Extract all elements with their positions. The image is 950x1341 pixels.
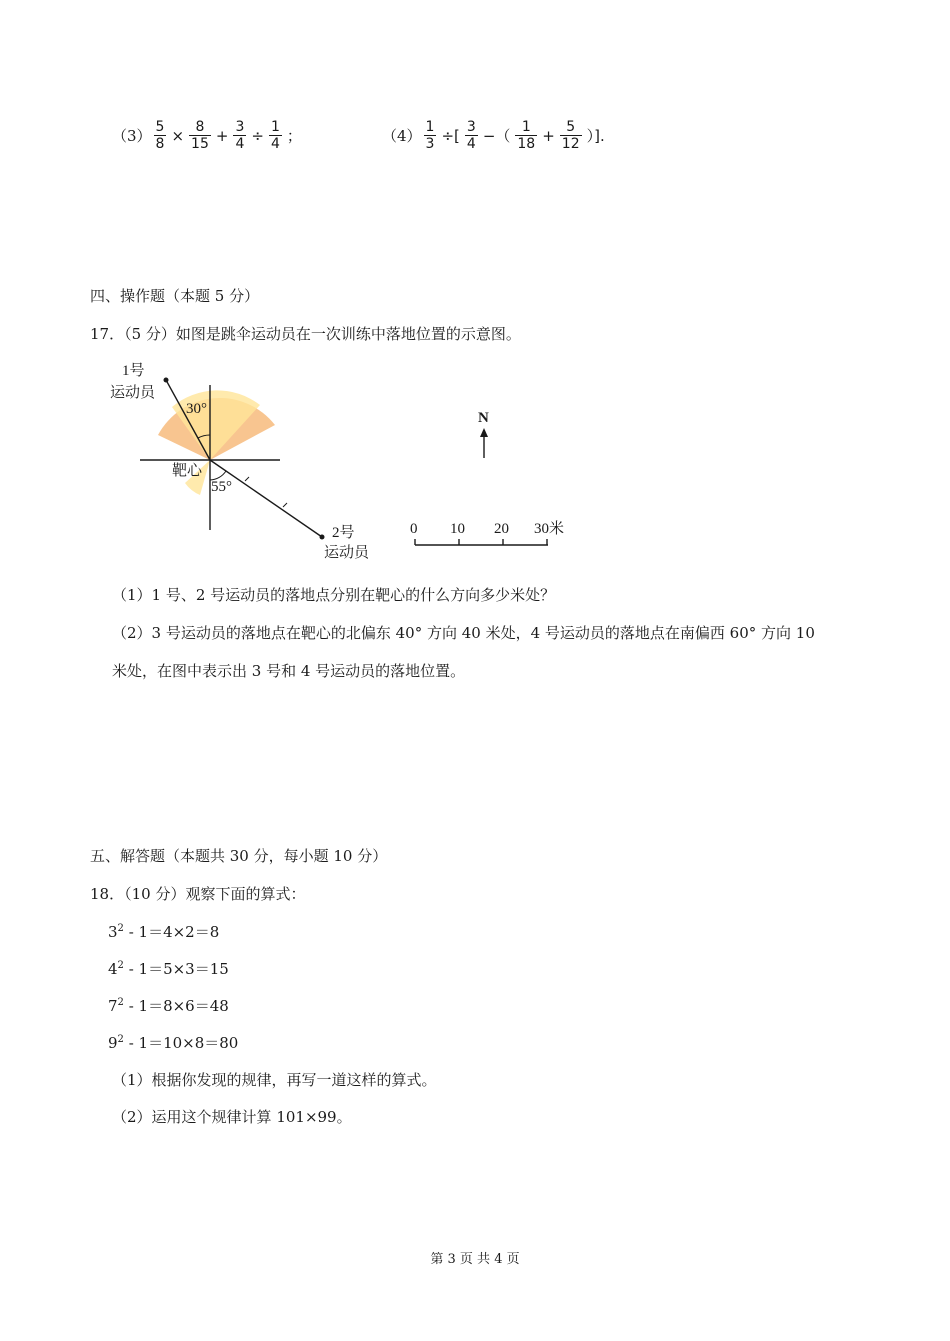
scale-label-20: 20: [494, 521, 509, 537]
fraction: $\frac{8}{15}$: [191, 119, 209, 152]
north-arrow-icon: [480, 428, 488, 437]
fraction: $\frac{3}{4}$: [466, 119, 476, 152]
athlete2-label-2: 运动员: [324, 545, 370, 561]
scale-label-30: 30米: [534, 521, 565, 537]
item-label: （4）: [382, 127, 422, 146]
equation-row: $4^2 - 1=5\times 3=15$: [108, 960, 229, 978]
fraction: $\frac{1}{4}$: [270, 119, 280, 152]
question18-sub1: （1）根据你发现的规律，再写一道这样的算式。: [112, 1071, 437, 1089]
operator: ×: [171, 126, 185, 145]
scale-label-0: 0: [410, 521, 418, 537]
question17-stem: 17．（5 分）如图是跳伞运动员在一次训练中落地位置的示意图。: [90, 325, 521, 343]
operator: −（: [482, 127, 511, 146]
equation-row: $7^2 - 1=8\times 6=48$: [108, 997, 229, 1015]
operator: ；: [286, 127, 302, 146]
question18-stem: 18．（10 分）观察下面的算式：: [90, 885, 306, 903]
problem16-item3: [112, 120, 305, 151]
equation-row: $3^2 - 1=4\times 2=8$: [108, 923, 220, 941]
scale-tick: [283, 503, 287, 507]
operator: +: [215, 126, 229, 145]
section4-heading: 四、操作题（本题 5 分）: [90, 287, 260, 305]
athlete1-label-1: 1号: [122, 363, 145, 379]
section5-heading: 五、解答题（本题共 30 分，每小题 10 分）: [90, 847, 388, 865]
athlete2-label-1: 2号: [332, 525, 355, 541]
operator: ÷: [251, 126, 264, 145]
fraction: $\frac{5}{8}$: [155, 119, 165, 152]
page-footer: 第 3 页 共 4 页: [430, 1252, 520, 1267]
operator: ）].: [586, 127, 605, 146]
scale-label-10: 10: [450, 521, 465, 537]
fraction: $\frac{5}{12}$: [561, 119, 580, 152]
operator: ÷[: [441, 126, 460, 145]
question17-sub1: （1）1 号、2 号运动员的落地点分别在靶心的什么方向多少米处？: [112, 586, 556, 604]
scale-tick: [245, 477, 249, 481]
equation-row: $9^2 - 1=10\times 8=80$: [108, 1034, 239, 1052]
item-label: （3）: [112, 127, 152, 146]
question17-sub2-line2: 米处，在图中表示出 3 号和 4 号运动员的落地位置。: [112, 662, 466, 680]
fraction: $\frac{1}{3}$: [425, 119, 435, 152]
athlete1-point: [164, 378, 169, 383]
question17-sub2-line1: （2）3 号运动员的落地点在靶心的北偏东 40° 方向 40 米处，4 号运动员的落地点在南偏西 60° 方向 10: [112, 624, 815, 642]
center-label: 靶心: [172, 463, 203, 479]
problem16-item4: [382, 120, 608, 151]
athlete1-label-2: 运动员: [110, 385, 156, 401]
operator: +: [542, 126, 555, 145]
angle2-label: 55°: [211, 479, 232, 495]
fraction: $\frac{3}{4}$: [235, 119, 245, 152]
question18-sub2: （2）运用这个规律计算 101×99。: [112, 1108, 352, 1126]
parachute-landing-diagram: [100, 355, 580, 570]
athlete2-line: [210, 460, 322, 537]
fraction: $\frac{1}{18}$: [517, 119, 536, 152]
north-label: N: [478, 410, 489, 426]
athlete2-point: [320, 535, 325, 540]
angle1-label: 30°: [186, 401, 207, 417]
